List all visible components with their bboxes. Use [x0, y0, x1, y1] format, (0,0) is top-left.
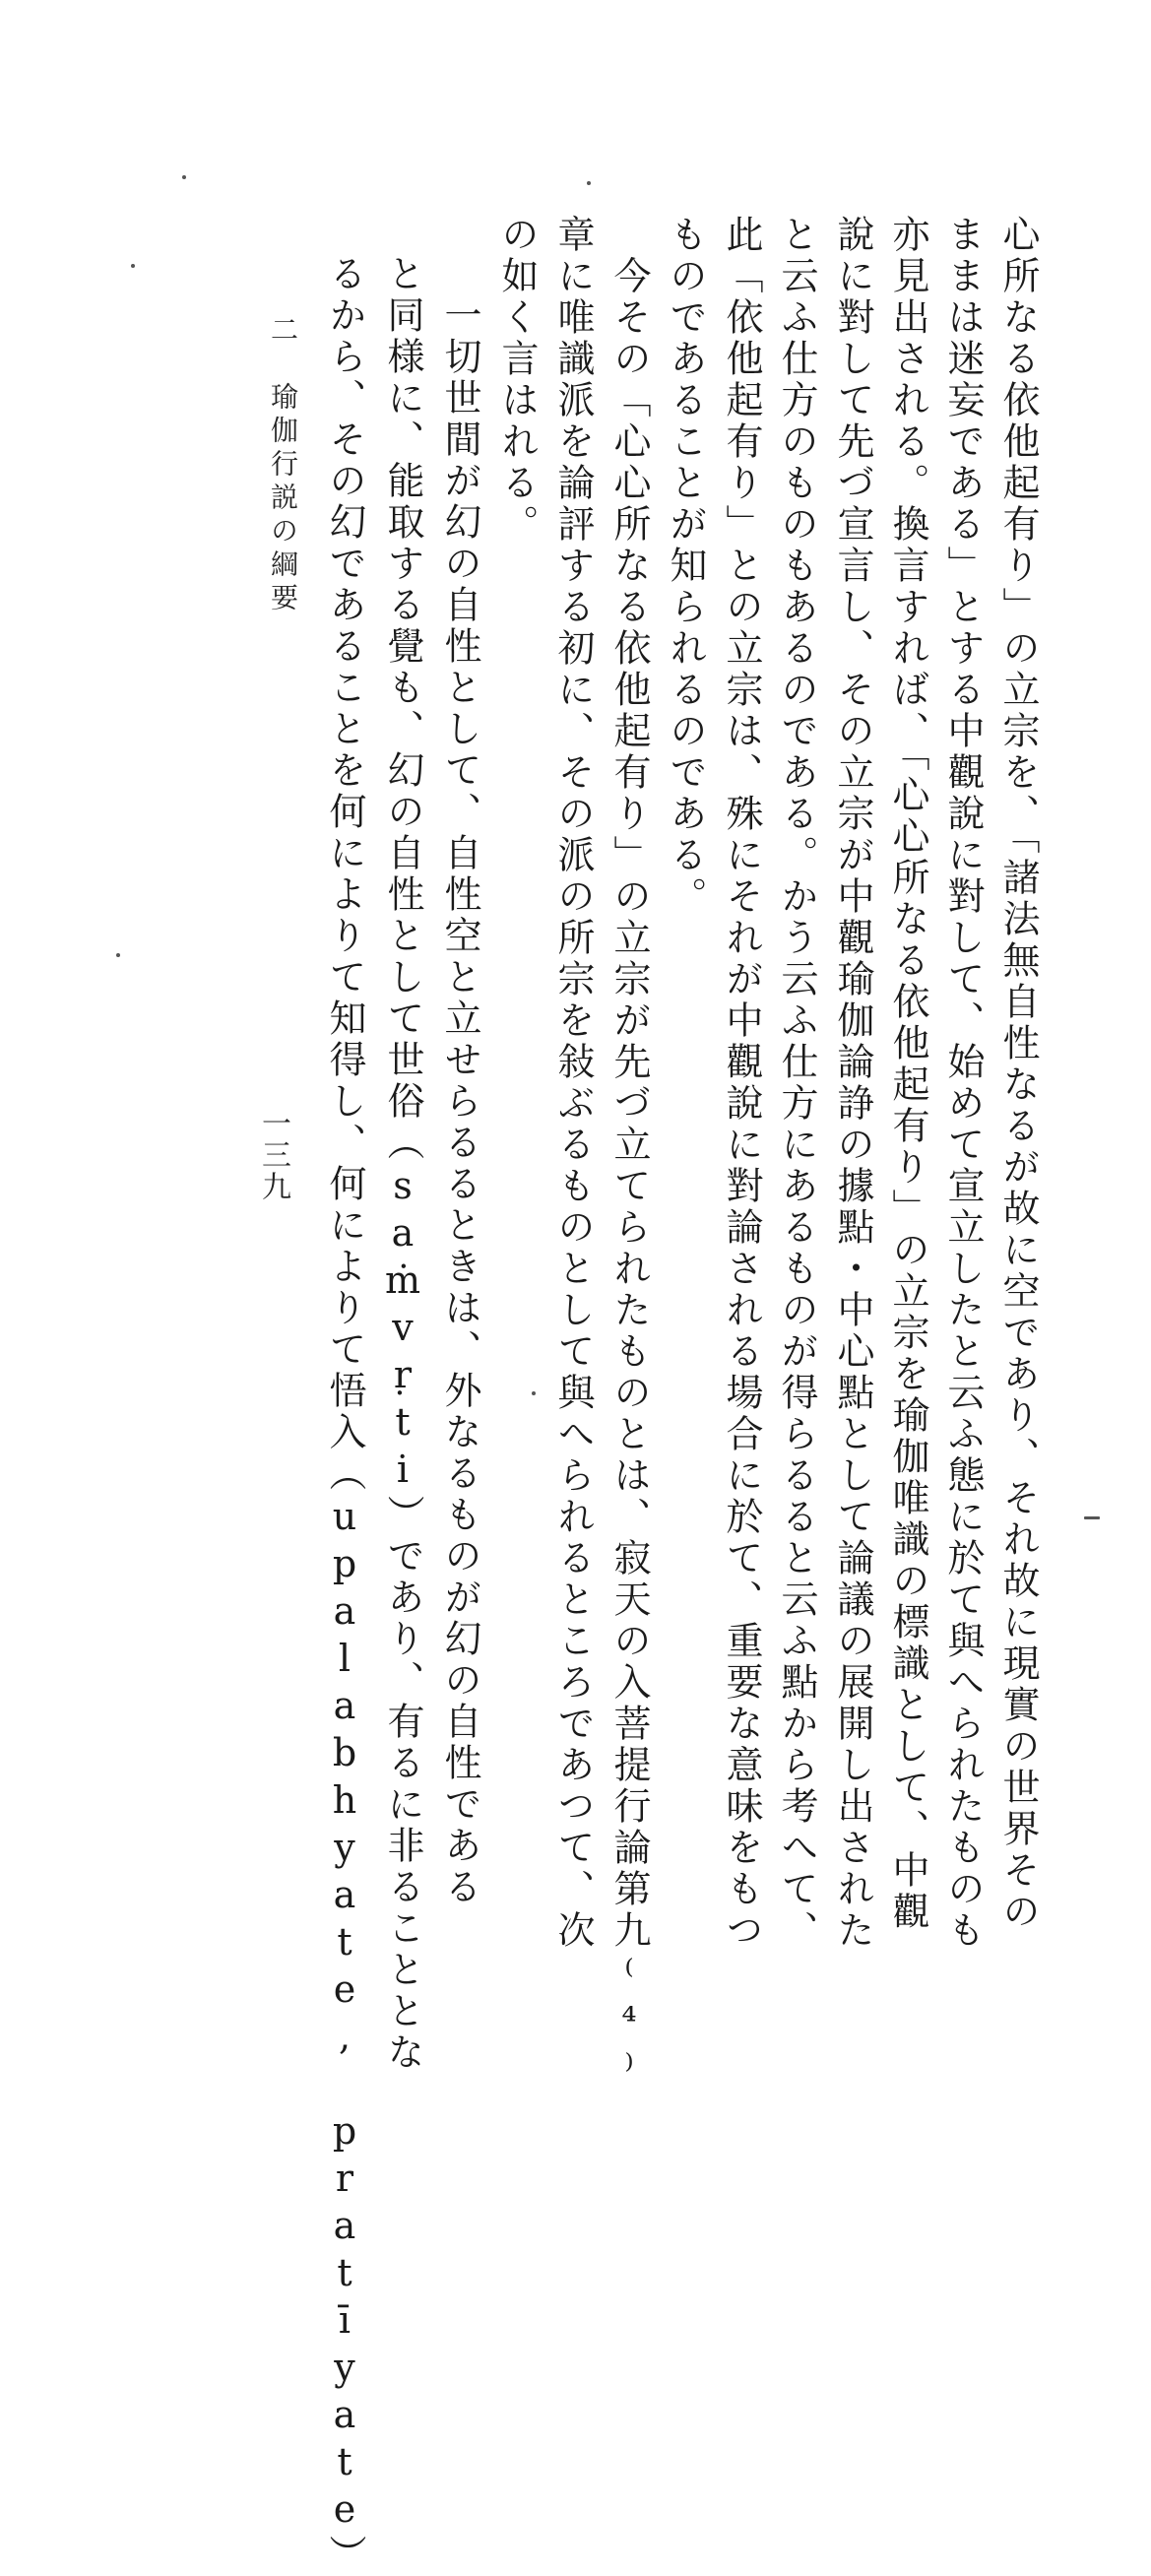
scan-speck — [1084, 1516, 1100, 1519]
scan-speck — [587, 181, 591, 185]
running-header: 二 瑜伽行説の綱要 — [267, 315, 299, 616]
scan-speck — [131, 264, 135, 268]
scan-speck — [532, 1391, 536, 1395]
text-line-3: 亦見出される。換言すれば、「心心所なる依他起有り」の立宗を瑜伽唯識の標識として、中觀 — [886, 215, 929, 1933]
scan-speck — [116, 953, 120, 957]
text-line-4: 說に對して先づ宣言し、その立宗が中觀瑜伽論諍の據點・中心點として論議の展開し出された — [831, 215, 874, 1952]
text-line-6: 此「依他起有り」との立宗は、殊にそれが中觀說に對論される場合に於て、重要な意味をもつ — [720, 215, 763, 1952]
text-line-9: 章に唯識派を論評する初に、その派の所宗を敍ぶるものとして與へられるところであつて、次 — [551, 215, 595, 1952]
text-line-12: と同様に、能取する覺も、幻の自性として世俗（saṁvṛti）であり、有るに非ることとな — [381, 254, 424, 2074]
text-line-7: ものであることが知られるのである。 — [664, 215, 707, 918]
text-line-10: の如く言はれる。 — [495, 215, 539, 546]
scan-speck — [182, 175, 186, 179]
text-line-2: ままは迷妄である」とする中觀說に對して、始めて宣立したと云ふ態に於て與へられたものも — [941, 215, 985, 1952]
page-number: 一三九 — [256, 1108, 290, 1202]
text-line-5: と云ふ仕方のものもあるのである。かう云ふ仕方にあるものが得らるると云ふ點から考へて、 — [775, 215, 818, 1952]
text-line-1: 心所なる依他起有り」の立宗を、「諸法無自性なるが故に空であり、それ故に現實の世界その — [996, 215, 1040, 1933]
text-line-13: るから、その幻であることを何によりて知得し、何によりて悟入（upalabhyate, pratīyate） — [323, 254, 366, 2576]
text-line-11: 一切世間が幻の自性として、自性空と立せらるるときは、外なるものが幻の自性である — [438, 295, 481, 1908]
text-line-8: 今その「心心所なる依他起有り」の立宗が先づ立てられたものとは、寂天の入菩提行論第九⁽⁴⁾ — [607, 256, 651, 2093]
